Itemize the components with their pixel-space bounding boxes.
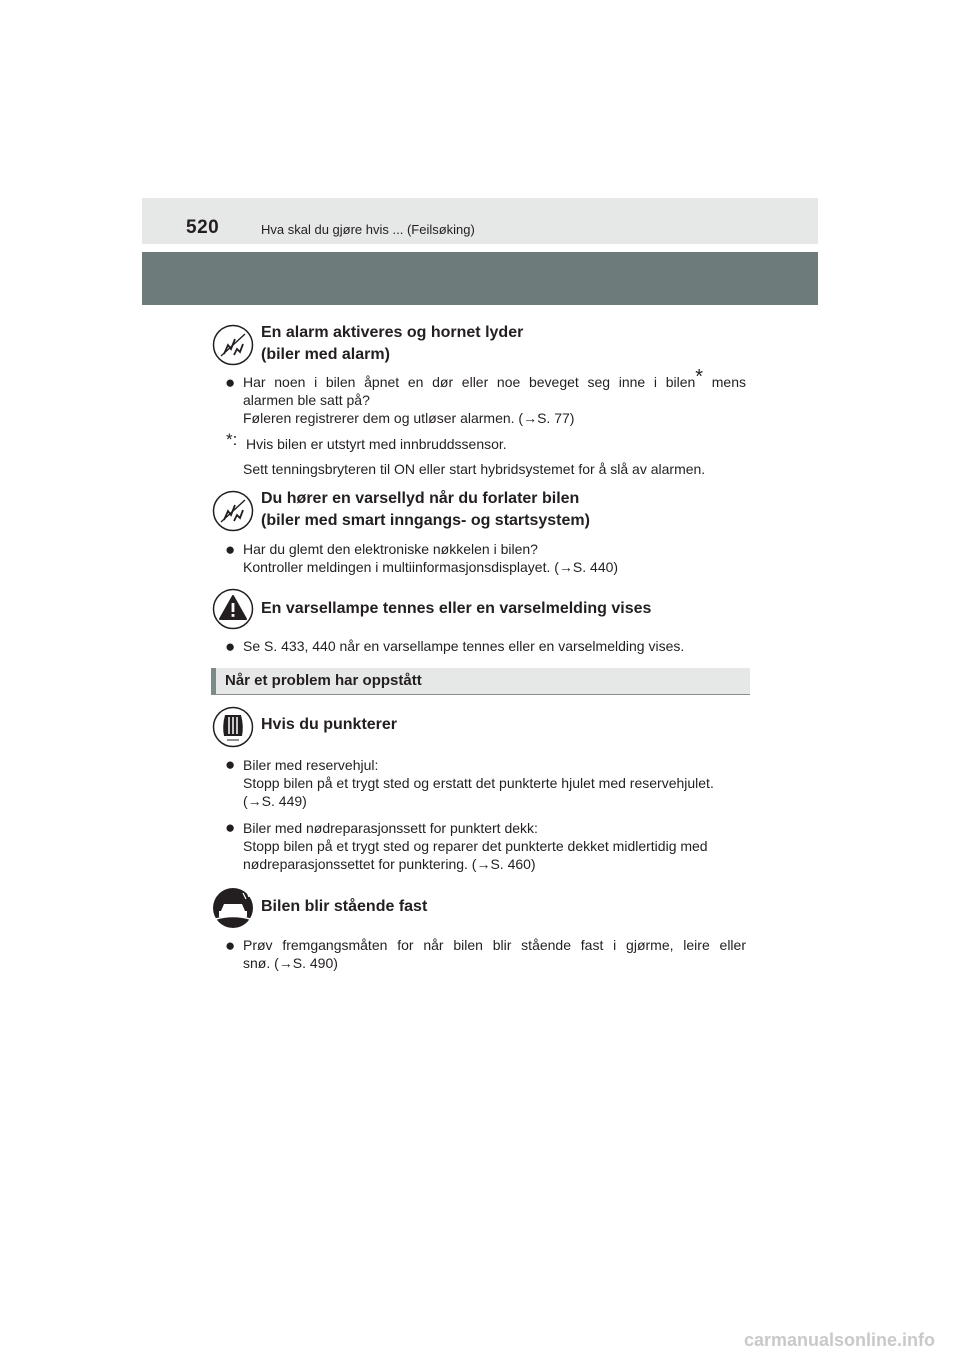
car-stuck-icon: [212, 887, 254, 929]
chapter-title: Hva skal du gjøre hvis ... (Feilsøking): [261, 222, 475, 237]
bullet: ●: [225, 373, 236, 392]
warning-light-text: Se S. 433, 440 når en varsellampe tennes eller en varselmelding vises.: [243, 638, 685, 654]
buzzer-heading: Du hører en varsellyd når du forlater bilen (biler med smart inngangs- og startsystem): [261, 490, 590, 529]
alarm-instruction: Sett tenningsbryteren til ON eller start hybridsystemet for å slå av alarmen.: [243, 461, 706, 477]
alarm-sound-icon: [212, 324, 254, 366]
flat-tire-icon: [212, 706, 254, 748]
page-number: 520: [186, 217, 220, 238]
page-header-band: [142, 252, 818, 305]
section-title: Når et problem har oppstått: [225, 672, 422, 689]
page-header-bar: [142, 198, 818, 244]
bullet: ●: [225, 755, 236, 774]
bullet: ●: [225, 540, 236, 559]
warning-light-heading: En varsellampe tennes eller en varselmelding vises: [261, 600, 652, 617]
warning-sound-icon: [212, 490, 254, 532]
footnote-text: Hvis bilen er utstyrt med innbruddssensor.: [246, 436, 507, 452]
flat-tire-heading: Hvis du punkterer: [261, 716, 398, 733]
buzzer-text: Har du glemt den elektroniske nøkkelen i bilen? Kontroller meldingen i multiinformasjonsdisplayet. (→S. 440): [243, 541, 619, 575]
spare-wheel-text: Biler med reservehjul: Stopp bilen på et trygt sted og erstatt det punkterte hjulet med reservehjulet. (→S. 449): [243, 757, 714, 809]
section-title-bar: [211, 668, 750, 695]
repair-kit-text: Biler med nødreparasjonssett for punktert dekk: Stopp bilen på et trygt sted og reparer det punkterte dekket midlertidig med nødreparasjonssettet for punktering. (→S. 460): [243, 820, 708, 872]
bullet: ●: [225, 818, 236, 837]
bullet: ●: [225, 637, 236, 656]
alarm-question: Har noen i bilen åpnet en dør eller noe beveget seg inne i bilen* mens alarmen ble satt på? Føleren registrerer dem og utløser alarmen. (→S. 77): [243, 366, 746, 426]
stuck-text: Prøv fremgangsmåten for når bilen blir stående fast i gjørme, leire eller snø. (→S. 490): [243, 937, 746, 971]
warning-triangle-icon: [212, 588, 254, 630]
stuck-heading: Bilen blir stående fast: [261, 898, 428, 915]
watermark: carmanualsonline.info: [744, 1330, 936, 1350]
alarm-heading: En alarm aktiveres og hornet lyder (biler med alarm): [261, 324, 524, 363]
bullet: ●: [225, 936, 236, 955]
footnote-mark: *:: [226, 430, 238, 449]
